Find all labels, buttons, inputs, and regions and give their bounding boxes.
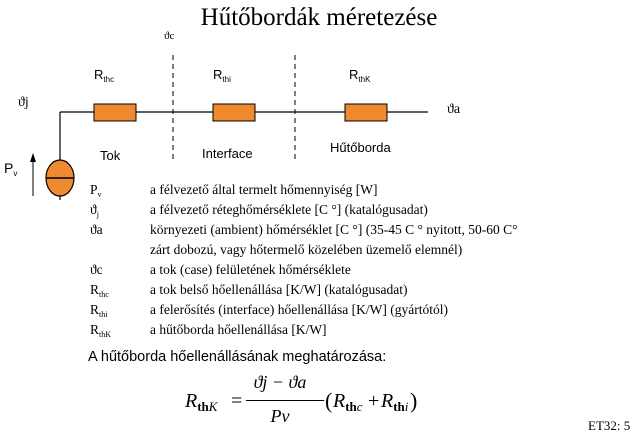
resistor-label-thk: $R_{thK}$ [349, 67, 371, 84]
pv-arrow-head-icon [30, 153, 36, 162]
caption-interface: Interface [202, 146, 253, 161]
formula-lhs: $R_{thK}$ [185, 390, 218, 414]
formula-minus: − [314, 390, 326, 412]
theta-c-label: ϑc [164, 30, 175, 42]
definition-text: zárt dobozú, vagy hőtermelő közelében üzemelő elemnél) [150, 242, 463, 257]
definition-text: a félvezető réteghőmérséklete [C °] (katalógusadat) [150, 202, 428, 217]
formula-close-paren: ) [410, 388, 418, 413]
caption-tok: Tok [100, 148, 121, 163]
theta-a-label: ϑa [447, 102, 461, 117]
definition-text: a hűtőborda hőellenállása [K/W] [150, 322, 327, 337]
theta-j-label: ϑj [18, 95, 29, 110]
definition-symbol: $R_{thc}$ [90, 282, 109, 299]
formula-term2: $R_{thi}$ [381, 390, 409, 414]
definition-text: a tok belső hőellenállása [K/W] (katalógusadat) [150, 282, 408, 297]
pv-label: $P_v$ [4, 160, 18, 178]
resistor-thc [94, 104, 136, 121]
definition-text: a félvezető által termelt hőmennyiség [W] [150, 182, 378, 197]
formula-equals: = [231, 390, 243, 412]
resistor-thk [345, 104, 387, 121]
definition-symbol: $R_{thK}$ [90, 322, 112, 339]
page-number: ET32: 5 [588, 418, 631, 433]
definition-symbol: ϑc [90, 262, 103, 277]
formula-term1: $R_{thc}$ [333, 390, 363, 414]
formula-denominator: Pv [270, 406, 290, 426]
resistor-label-thc: $R_{thc}$ [94, 67, 115, 84]
fraction-bar [246, 400, 316, 401]
resistor-thi [213, 104, 255, 121]
page-title: Hűtőbordák méretezése [200, 4, 438, 31]
definition-symbol: $P_v$ [90, 182, 102, 199]
definition-symbol: $R_{thi}$ [90, 302, 108, 319]
definition-symbol: ϑa [90, 222, 103, 237]
formula-numerator: ϑj − ϑa [253, 372, 307, 392]
formula-label: A hűtőborda hőellenállásának meghatározása: [88, 349, 387, 365]
formula-open-paren: ( [325, 388, 333, 413]
definition-text: környezeti (ambient) hőmérséklet [C °] (35-45 C ° nyitott, 50-60 C° [150, 222, 518, 237]
thermal-circuit-diagram [0, 0, 638, 200]
definition-symbol: $ϑ_j$ [90, 202, 99, 219]
formula-plus: + [368, 390, 380, 412]
caption-hutoborda: Hűtőborda [330, 140, 391, 155]
definition-text: a felerősítés (interface) hőellenállása [K/W] (gyártótól) [150, 302, 448, 317]
resistor-label-thi: $R_{thi}$ [213, 67, 231, 84]
definition-text: a tok (case) felületének hőmérséklete [150, 262, 351, 277]
